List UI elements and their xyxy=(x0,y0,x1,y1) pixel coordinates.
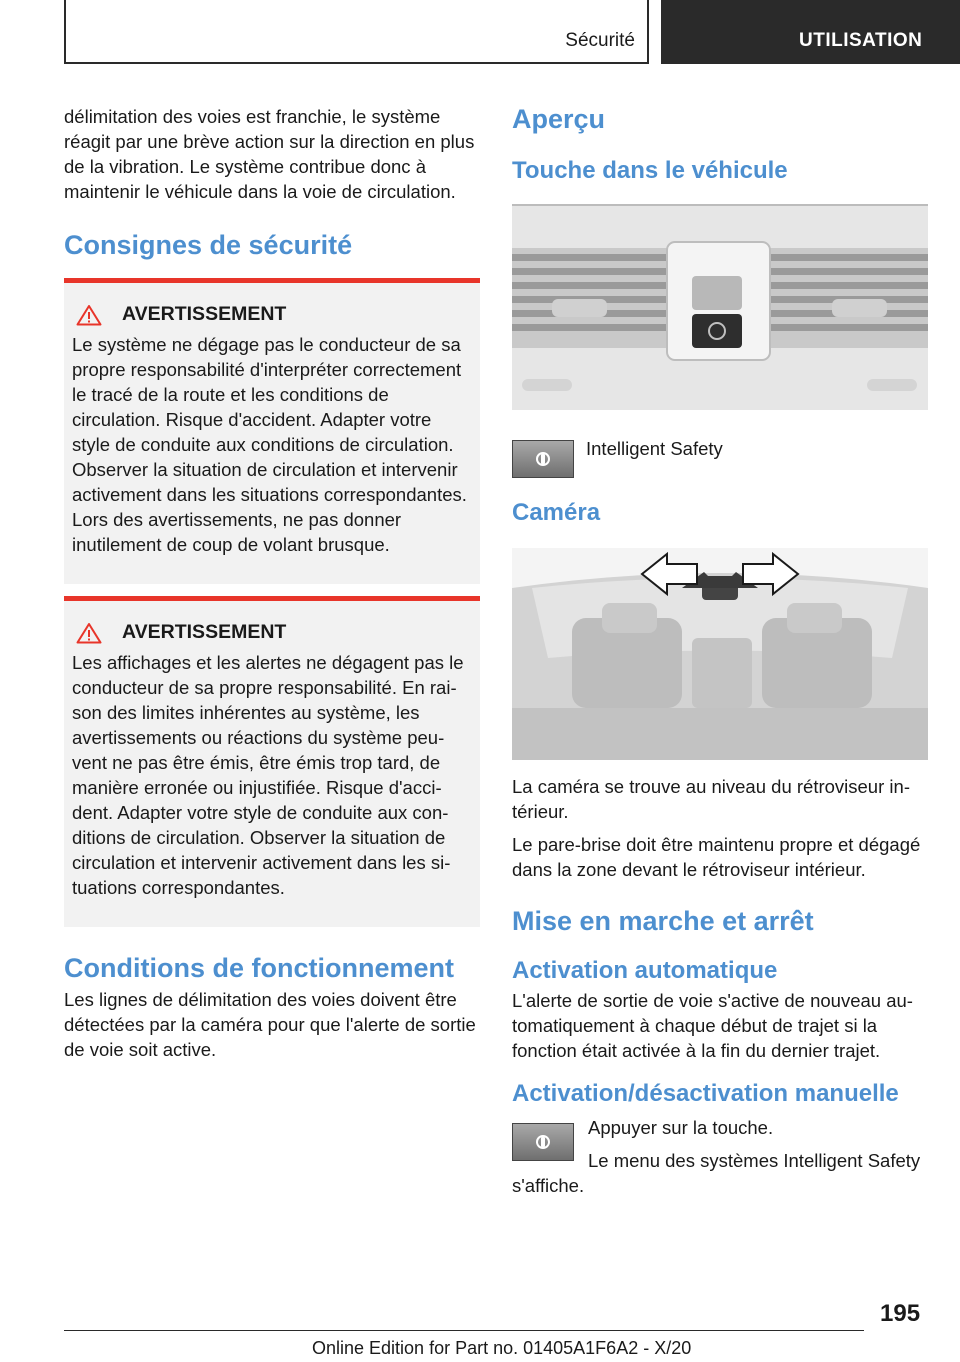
manual-instructions xyxy=(512,1115,928,1198)
intelligent-safety-key-icon xyxy=(512,1123,574,1161)
right-column xyxy=(512,100,928,1198)
intelligent-safety-key-icon xyxy=(512,440,574,478)
camera-paragraph-1: La caméra se trouve au niveau du rétroviseur intérieur. xyxy=(512,776,910,822)
camera-paragraph-2: Le pare-brise doit être maintenu propre et dégagé dans la zone devant le rétroviseur intérieur. xyxy=(512,834,921,880)
warning-triangle-icon xyxy=(76,622,102,644)
warning-triangle-icon xyxy=(76,304,102,326)
left-column xyxy=(64,100,480,1062)
warning-title: AVERTISSEMENT xyxy=(122,621,287,643)
warning-text: Le système ne dégage pas le conducteur de sa propre responsabilité d'interpréter correctement le tracé de la route et les conditions de circulation. Risque d'accident. Adapter votre style de conduite aux conditions de circulation. Observer la situation de circulation et intervenir activement dans les situations correspondantes. Lors des avertissements, ne pas donner inutilement de coup de volant brusque. xyxy=(72,334,467,555)
header-section-box xyxy=(64,0,649,64)
warning-text: Les affichages et les alertes ne dégagent pas le conducteur de sa propre responsabilité. En raison des limites inhérentes au système, les avertissements ou réactions du système peuvent ne pas être émis, être émis trop tard, de manière erronée ou injustifiée. Risque d'accident. Adapter votre style de conduite aux conditions de circulation. Observer la situation de circulation et intervenir activement dans les situations correspondantes. xyxy=(72,652,464,898)
safety-heading: Consignes de sécurité xyxy=(64,230,353,260)
warning-title: AVERTISSEMENT xyxy=(122,303,287,325)
warning-box-1 xyxy=(64,278,480,584)
onoff-heading: Mise en marche et arrêt xyxy=(512,906,814,936)
button-legend-row xyxy=(512,440,928,478)
button-heading: Touche dans le véhicule xyxy=(512,157,788,184)
conditions-paragraph: Les lignes de délimitation des voies doivent être détectées par la caméra pour que l'alerte de sortie de voie soit active. xyxy=(64,989,476,1060)
page-number: 195 xyxy=(880,1300,921,1327)
camera-photo xyxy=(512,548,928,760)
auto-heading: Activation automatique xyxy=(512,957,778,984)
camera-heading: Caméra xyxy=(512,499,601,526)
manual-result: Le menu des systèmes Intelligent Safety s'affiche. xyxy=(512,1150,921,1196)
header-section-title: Sécurité xyxy=(565,30,635,51)
warning-box-2 xyxy=(64,596,480,927)
footer-edition: Online Edition for Part no. 01405A1F6A2 - X/20 xyxy=(312,1338,692,1358)
manual-step: Appuyer sur la touche. xyxy=(588,1117,774,1138)
header-chapter-title: UTILISATION xyxy=(799,30,923,51)
button-label: Intelligent Safety xyxy=(586,438,723,459)
button-photo xyxy=(512,204,928,410)
conditions-heading: Conditions de fonctionnement xyxy=(64,953,454,983)
auto-paragraph: L'alerte de sortie de voie s'active de nouveau automatiquement à chaque début de trajet si la fonction était activée à la fin du dernier trajet. xyxy=(512,990,913,1061)
header-chapter-box xyxy=(661,0,960,64)
footer-divider xyxy=(64,1330,864,1331)
intro-paragraph: délimitation des voies est franchie, le système réagit par une brève action sur la direction en plus de la vibration. Le système contribue donc à maintenir le véhicule dans la voie de circulation. xyxy=(64,106,475,202)
overview-heading: Aperçu xyxy=(512,104,606,134)
manual-heading: Activation/désactivation manuelle xyxy=(512,1080,899,1107)
